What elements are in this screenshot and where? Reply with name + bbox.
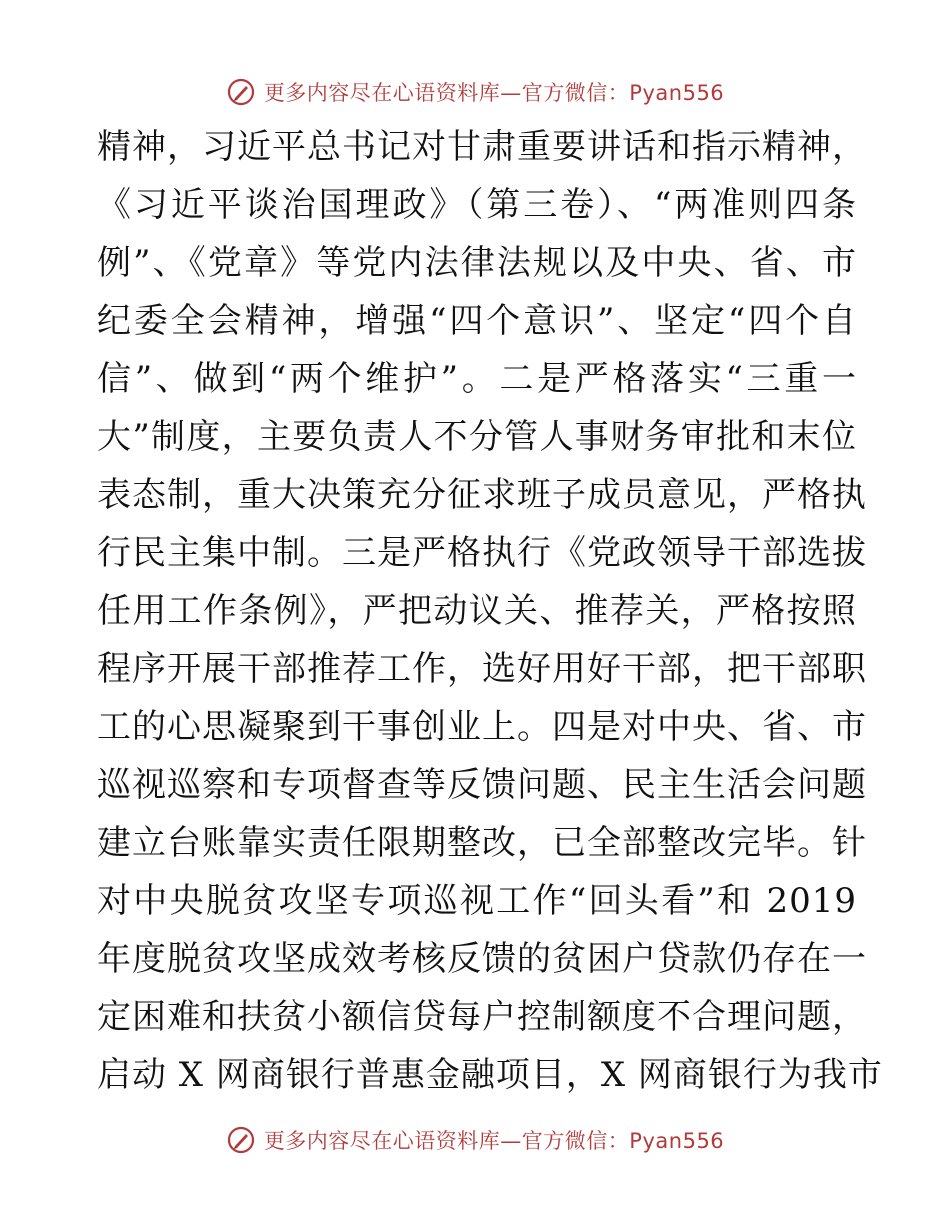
header-watermark-banner	[0, 72, 950, 112]
text-line: 表态制，重大决策充分征求班子成员意见，严格执	[97, 475, 867, 515]
header-watermark-text: 更多内容尽在心语资料库—官方微信：Pyan556	[263, 81, 725, 105]
footer-watermark-banner	[0, 1120, 950, 1160]
text-line: 例”、《党章》等党内法律法规以及中央、省、市	[97, 243, 857, 283]
text-line: 建立台账靠实责任限期整改，已全部整改完毕。针	[97, 823, 867, 863]
text-line: 对中央脱贫攻坚专项巡视工作“回头看”和 2019	[97, 881, 857, 921]
text-line: 启动 X 网商银行普惠金融项目，X 网商银行为我市	[97, 1055, 883, 1095]
text-line: 《习近平谈治国理政》（第三卷）、“两准则四条	[97, 185, 857, 225]
text-line: 大”制度，主要负责人不分管人事财务审批和末位	[97, 417, 857, 457]
text-line: 纪委全会精神，增强“四个意识”、坚定“四个自	[97, 301, 857, 341]
document-body	[97, 118, 883, 1104]
pen-logo-icon	[226, 77, 256, 107]
text-line: 信”、做到“两个维护”。二是严格落实“三重一	[97, 359, 857, 399]
pen-logo-icon	[226, 1125, 256, 1155]
text-line: 定困难和扶贫小额信贷每户控制额度不合理问题，	[97, 997, 867, 1037]
text-line: 行民主集中制。三是严格执行《党政领导干部选拔	[97, 533, 867, 573]
text-line: 年度脱贫攻坚成效考核反馈的贫困户贷款仍存在一	[97, 939, 867, 979]
text-line: 巡视巡察和专项督查等反馈问题、民主生活会问题	[97, 765, 867, 805]
text-line: 工的心思凝聚到干事创业上。四是对中央、省、市	[97, 707, 867, 747]
text-line: 任用工作条例》，严把动议关、推荐关，严格按照	[97, 591, 857, 631]
text-line: 精神，习近平总书记对甘肃重要讲话和指示精神，	[97, 127, 867, 167]
text-line: 程序开展干部推荐工作，选好用好干部，把干部职	[97, 649, 867, 689]
footer-watermark-text: 更多内容尽在心语资料库—官方微信：Pyan556	[263, 1129, 725, 1153]
